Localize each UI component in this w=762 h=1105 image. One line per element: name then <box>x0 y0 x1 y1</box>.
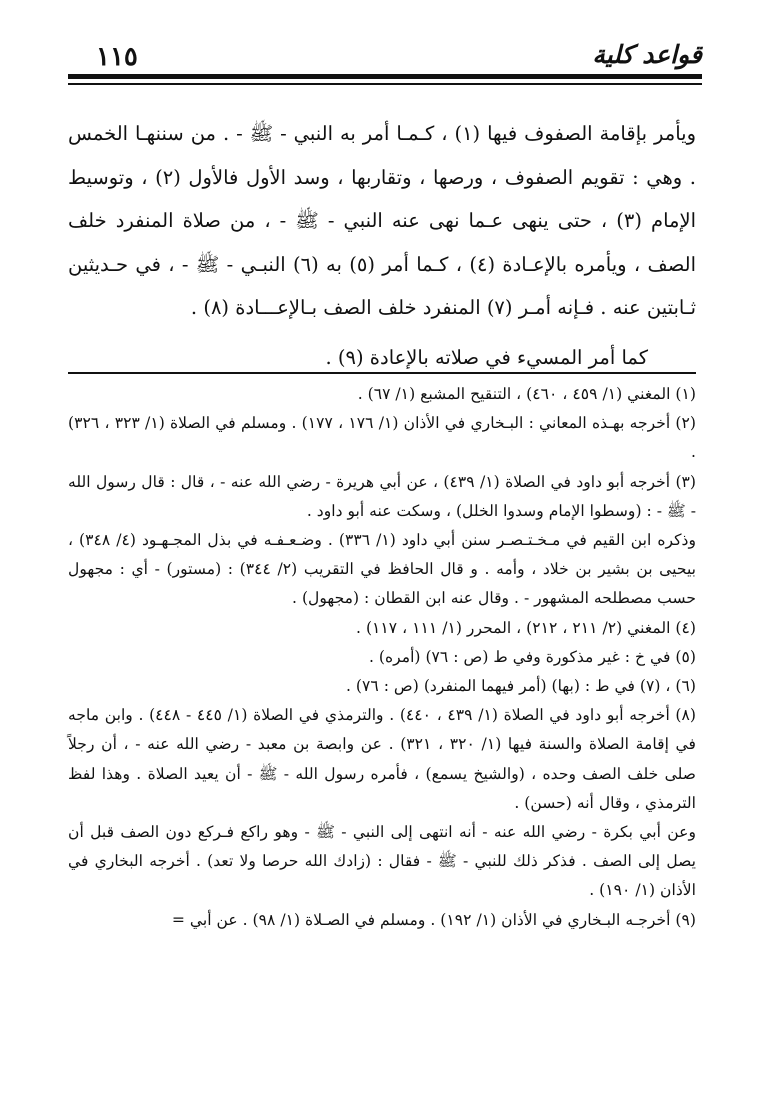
footnote-9: (٩) أخرجـه البـخاري في الأذان (١/ ١٩٢) . ومسلم في الصـلاة (١/ ٩٨) . عن أبي = <box>171 910 696 929</box>
header-rule-thick <box>68 74 702 79</box>
main-text <box>68 112 696 379</box>
main-last-line: كما أمر المسيء في صلاته بالإعادة (٩) . <box>325 345 648 369</box>
footnote-5: (٥) في خ : غير مذكورة وفي ط (ص : ٧٦) (أمره) . <box>368 647 696 666</box>
footnote-1: (١) المغني (١/ ٤٥٩ ، ٤٦٠) ، التنقيح المشبع (١/ ٦٧) . <box>357 385 696 403</box>
main-paragraph: ويأمر بإقامة الصفوف فيها (١) ، كـمـا أمر به النبي - ﷺ - . من سننهـا الخمس . وهي : تقويم الصفوف ، ورصها ، وتقاربها ، وسد الأول فالأول (٢) ، وتوسيط الإمام (٣) ، حتى ينهى عـما نهى عنه النبي - ﷺ - ، من صلاة المنفرد خلف الصف ، ويأمره بالإعـادة (٤) ، كـما أمر (٥) به (٦) النبـي - ﷺ - ، في حـديثين ثـابتين عنه . فـإنه أمـر (٧) المنفرد خلف الصف بـالإعـــادة (٨) . <box>68 122 696 319</box>
footnote-6-7: (٦) ، (٧) في ط : (بها) (أمر فيهما المنفرد) (ص : ٧٦) . <box>346 677 696 696</box>
header-rule-thin <box>68 83 702 85</box>
page-number: ١١٥ <box>96 42 138 72</box>
running-title: قواعد كلية <box>592 40 702 69</box>
footnote-separator <box>68 372 696 374</box>
footnote-8: (٨) أخرجه أبو داود في الصلاة (١/ ٤٣٩ ، ٤٤٠) . والترمذي في الصلاة (١/ ٤٤٥ - ٤٤٨) . وابن ماجه في إقامة الصلاة والسنة فيها (١/ ٣٢٠ ، ٣٢١) . عن وابصة بن معبد - رضي الله عنه - ، أن رجلاً صلى خلف الصف وحده ، (والشيخ يسمع) ، فأمره رسول الله - ﷺ - أن يعيد الصلاة . وهذا لفظ الترمذي ، وقال أنه (حسن) . <box>68 706 696 812</box>
footnotes <box>68 380 696 935</box>
footnote-8-continued: وعن أبي بكرة - رضي الله عنه - أنه انتهى إلى النبي - ﷺ - وهو راكع فـركع دون الصف قبل أن يصل إلى الصف . فذكر ذلك للنبي - ﷺ - فقال : (زادك الله حرصا ولا تعد) . أخرجه البخاري في الأذان (١/ ١٩٠) . <box>68 823 696 900</box>
footnote-4: (٤) المغني (٢/ ٢١١ ، ٢١٢) ، المحرر (١/ ١١١ ، ١١٧) . <box>356 618 696 637</box>
page-header <box>68 36 702 74</box>
footnote-3: (٣) أخرجه أبو داود في الصلاة (١/ ٤٣٩) ، عن أبي هريرة - رضي الله عنه - ، قال : قال رسول الله - ﷺ - : (وسطوا الإمام وسدوا الخلل) ، وسكت عنه أبو داود . <box>68 472 697 520</box>
footnote-2: (٢) أخرجه بهـذه المعاني : البـخاري في الأذان (١/ ١٧٦ ، ١٧٧) . ومسلم في الصلاة (١/ ٣٢٣ ، ٣٢٦) . <box>68 414 696 462</box>
footnote-3-continued: وذكره ابن القيم في مـخـتـصـر سنن أبي داود (١/ ٣٣٦) . وضـعـفـه في بذل المجـهـود (٤/ ٣٤٨) ، بيحيى بن بشير بن خلاد ، وأمه . و قال الحافظ في التقريب (٢/ ٣٤٤) : (مستور) - أي : مجهول حسب مصطلحه المشهور - . وقال عنه ابن القطان : (مجهول) . <box>68 531 697 608</box>
